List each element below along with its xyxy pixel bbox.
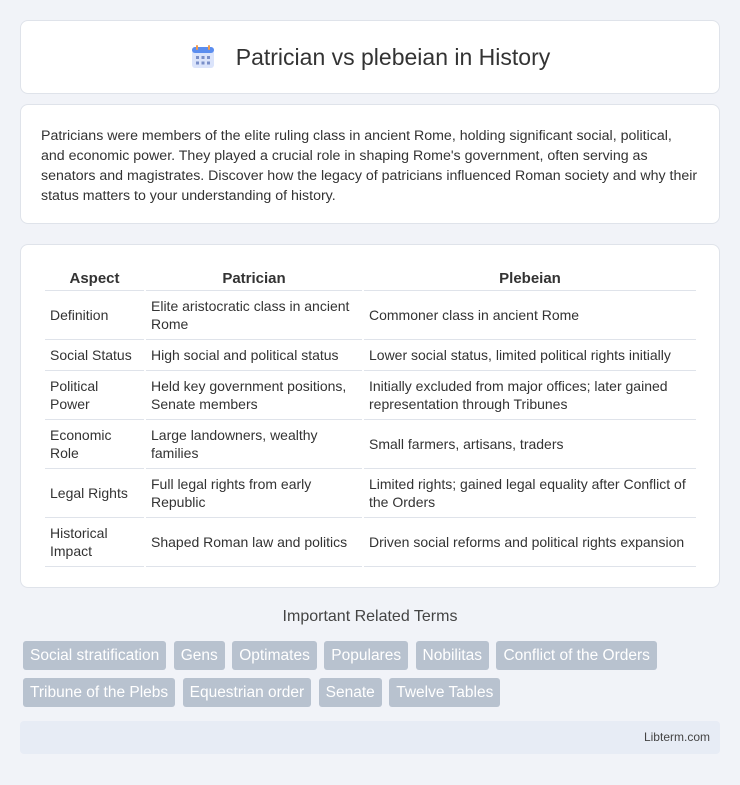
table-cell: Driven social reforms and political rights expansion <box>364 518 696 567</box>
calendar-grid-icon <box>190 44 216 70</box>
tag-tribune-of-the-plebs[interactable]: Tribune of the Plebs <box>23 678 175 707</box>
column-header-plebeian: Plebeian <box>364 265 696 291</box>
tag-senate[interactable]: Senate <box>319 678 382 707</box>
footer <box>20 721 720 754</box>
table-cell: Limited rights; gained legal equality after Conflict of the Orders <box>364 469 696 518</box>
intro-text: Patricians were members of the elite ruling class in ancient Rome, holding significant social, political, and economic power. They played a crucial role in shaping Rome's government, often serving as senators and magistrates. Discover how the legacy of patricians influenced Roman society and why their status matters to your understanding of history. <box>41 128 698 204</box>
tag-nobilitas[interactable]: Nobilitas <box>416 641 489 670</box>
table-row <box>45 420 696 469</box>
table-cell: Small farmers, artisans, traders <box>364 420 696 469</box>
tag-gens[interactable]: Gens <box>174 641 225 670</box>
column-header-aspect: Aspect <box>45 265 144 291</box>
table-cell: Economic Role <box>45 420 144 469</box>
intro-card <box>20 104 720 224</box>
table-cell: Commoner class in ancient Rome <box>364 291 696 340</box>
table-row <box>45 518 696 567</box>
table-cell: Initially excluded from major offices; later gained representation through Tribunes <box>364 371 696 420</box>
table-row <box>45 469 696 518</box>
comparison-table <box>43 265 698 567</box>
related-terms-list <box>23 641 723 715</box>
tag-twelve-tables[interactable]: Twelve Tables <box>389 678 500 707</box>
tag-optimates[interactable]: Optimates <box>232 641 317 670</box>
table-cell: Lower social status, limited political rights initially <box>364 340 696 371</box>
tag-conflict-of-the-orders[interactable]: Conflict of the Orders <box>496 641 656 670</box>
comparison-table-card <box>20 244 720 588</box>
table-cell: Political Power <box>45 371 144 420</box>
table-row <box>45 340 696 371</box>
table-cell: Large landowners, wealthy families <box>146 420 362 469</box>
table-cell: Elite aristocratic class in ancient Rome <box>146 291 362 340</box>
table-cell: Shaped Roman law and politics <box>146 518 362 567</box>
column-header-patrician: Patrician <box>146 265 362 291</box>
table-cell: Historical Impact <box>45 518 144 567</box>
table-cell: High social and political status <box>146 340 362 371</box>
table-cell: Full legal rights from early Republic <box>146 469 362 518</box>
table-row <box>45 291 696 340</box>
tag-populares[interactable]: Populares <box>324 641 408 670</box>
related-terms-title: Important Related Terms <box>282 608 458 625</box>
table-cell: Legal Rights <box>45 469 144 518</box>
table-row <box>45 371 696 420</box>
page-title: Patrician vs plebeian in History <box>235 43 551 70</box>
tag-equestrian-order[interactable]: Equestrian order <box>183 678 312 707</box>
header-card <box>20 20 720 94</box>
table-cell: Social Status <box>45 340 144 371</box>
table-cell: Held key government positions, Senate members <box>146 371 362 420</box>
table-cell: Definition <box>45 291 144 340</box>
footer-site-link[interactable]: Libterm.com <box>643 730 710 744</box>
tag-social-stratification[interactable]: Social stratification <box>23 641 166 670</box>
